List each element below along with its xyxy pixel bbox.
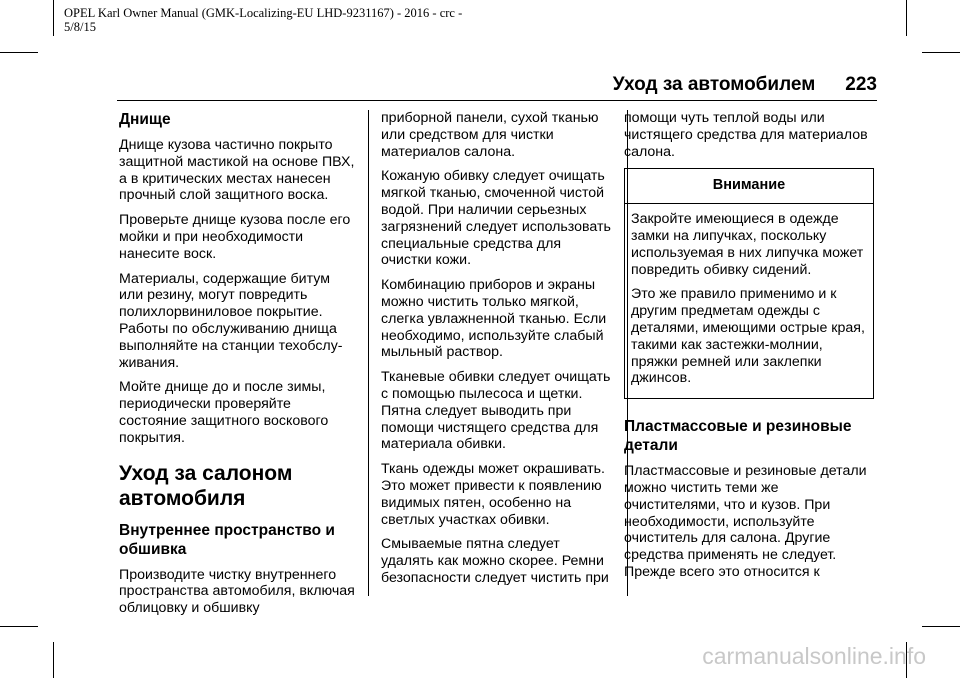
warning-paragraph: Закройте имеющиеся в одежде замки на липучках, поскольку используемая в них липучка может повредить обивку сидений.: [631, 211, 864, 278]
warning-paragraph: Это же правило применимо и к другим предметам одежды с деталями, имеющими острые края, такими как застежки-молнии, пряжки ремней или заклепки джинсов.: [631, 286, 865, 387]
paragraph: Пластмассовые и резиновые детали можно чистить теми же очистителями, что и кузов. При необходимости, используйте очиститель для салона. Другие средства применять не следует. Прежде всего это относится к: [624, 463, 867, 580]
paragraph: Кожаную обивку следует очищать мягкой тканью, смоченной чистой водой. При наличии серьезных загрязнений следует использовать специальные средства для очистки кожи.: [381, 168, 611, 269]
paragraph: Комбинацию приборов и экраны можно чистить только мягкой, слегка увлажненной тканью. Если необходимо, используйте слабый мыльный раствор.: [381, 277, 607, 361]
running-head: [613, 74, 877, 96]
heading-interior: Внутреннее пространство и обшивка: [119, 521, 335, 558]
crop-mark: [922, 52, 960, 53]
crop-mark: [922, 626, 960, 627]
column-2: [381, 110, 613, 595]
crop-mark: [0, 52, 38, 53]
warning-box: [624, 168, 874, 399]
document-header-line2: 5/8/15: [64, 20, 96, 34]
crop-mark: [906, 0, 907, 36]
paragraph: Смываемые пятна следует удалять как можно скорее. Ремни безопасности следует чистить при: [381, 536, 609, 586]
paragraph: приборной панели, сухой тканью или средством для чистки материалов салона.: [381, 110, 599, 160]
document-header-line1: OPEL Karl Owner Manual (GMK-Localizing-EU LHD-9231167) - 2016 - crc -: [64, 6, 463, 20]
column-3: [624, 110, 874, 589]
running-head-title: Уход за автомобилем: [612, 74, 816, 95]
header-rule: [117, 100, 877, 101]
heading-plastic: Пластмассовые и резиновые детали: [624, 418, 852, 455]
watermark: carmanualsonline.info: [702, 643, 926, 669]
paragraph: Проверьте днище кузова после его мойки и при необходимости нанесите воск.: [119, 212, 351, 262]
paragraph: Мойте днище до и после зимы, периодически проверяйте состояние защитного воскового покрытия.: [119, 379, 329, 446]
paragraph: Производите чистку внутреннего пространства автомобиля, включая облицовку и обшивку: [119, 566, 355, 617]
document-header: [64, 6, 462, 34]
warning-title: Внимание: [625, 169, 873, 204]
paragraph: Днище кузова частично покрыто защитной мастикой на основе ПВХ, а в критических местах нанесен прочный слой защитного воска.: [119, 137, 355, 204]
paragraph: Тканевые обивки следует очищать с помощью пылесоса и щетки. Пятна следует выводить при помощи чистящего средства для материала обивки.: [381, 369, 611, 453]
paragraph: помощи чуть теплой воды или чистящего средства для материалов салона.: [624, 110, 868, 160]
crop-mark: [53, 642, 54, 678]
heading-underbody: Днище: [119, 111, 171, 128]
paragraph: Материалы, содержащие битум или резину, могут повредить полихлорвиниловое покрытие. Работы по обслуживанию днища выполняйте на станции техобслу-живания.: [119, 270, 343, 371]
column-divider: [368, 110, 369, 596]
crop-mark: [53, 0, 54, 36]
crop-mark: [0, 626, 38, 627]
section-title: Уход за салоном автомобиля: [119, 461, 293, 510]
column-1: [119, 110, 355, 625]
paragraph: Ткань одежды может окрашивать. Это может привести к появлению видимых пятен, особенно на светлых участках обивки.: [381, 461, 605, 528]
page-number: 223: [845, 74, 877, 95]
warning-body: [625, 204, 873, 398]
